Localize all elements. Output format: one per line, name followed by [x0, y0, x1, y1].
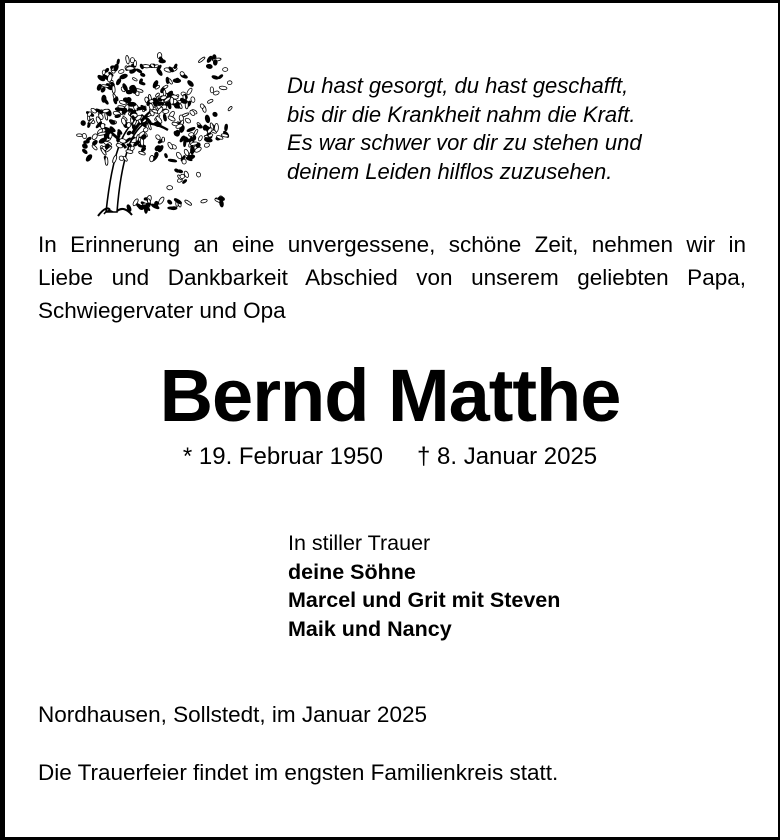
verse-line: deinem Leiden hilflos zuzusehen.	[287, 158, 613, 184]
birth-date: * 19. Februar 1950	[182, 443, 383, 470]
verse-line: bis dir die Krankheit nahm die Kraft.	[287, 101, 636, 127]
intro-line: Schwiegervater und Opa	[38, 298, 286, 323]
memorial-verse	[287, 72, 642, 186]
windblown-tree-icon	[60, 40, 242, 218]
intro-paragraph	[38, 228, 746, 327]
mourner-line: deine Söhne	[288, 559, 416, 584]
mourners-block	[288, 529, 560, 643]
deceased-name: Bernd Matthe	[159, 354, 621, 437]
mourner-line: Marcel und Grit mit Steven	[288, 588, 561, 612]
mourning-intro: In stiller Trauer	[288, 531, 431, 555]
life-dates	[0, 444, 780, 470]
death-date: † 8. Januar 2025	[417, 443, 598, 470]
funeral-note: Die Trauerfeier findet im engsten Familienkreis statt.	[38, 760, 559, 785]
intro-line: In Erinnerung an eine unvergessene, schöne Zeit, nehmen wir in	[38, 232, 746, 257]
place-date-line: Nordhausen, Sollstedt, im Januar 2025	[38, 702, 427, 727]
verse-line: Es war schwer vor dir zu stehen und	[287, 130, 642, 155]
verse-line: Du hast gesorgt, du hast geschafft,	[287, 73, 629, 98]
intro-line: Liebe und Dankbarkeit Abschied von unserem geliebten Papa,	[38, 265, 746, 290]
mourner-line: Maik und Nancy	[288, 616, 452, 641]
